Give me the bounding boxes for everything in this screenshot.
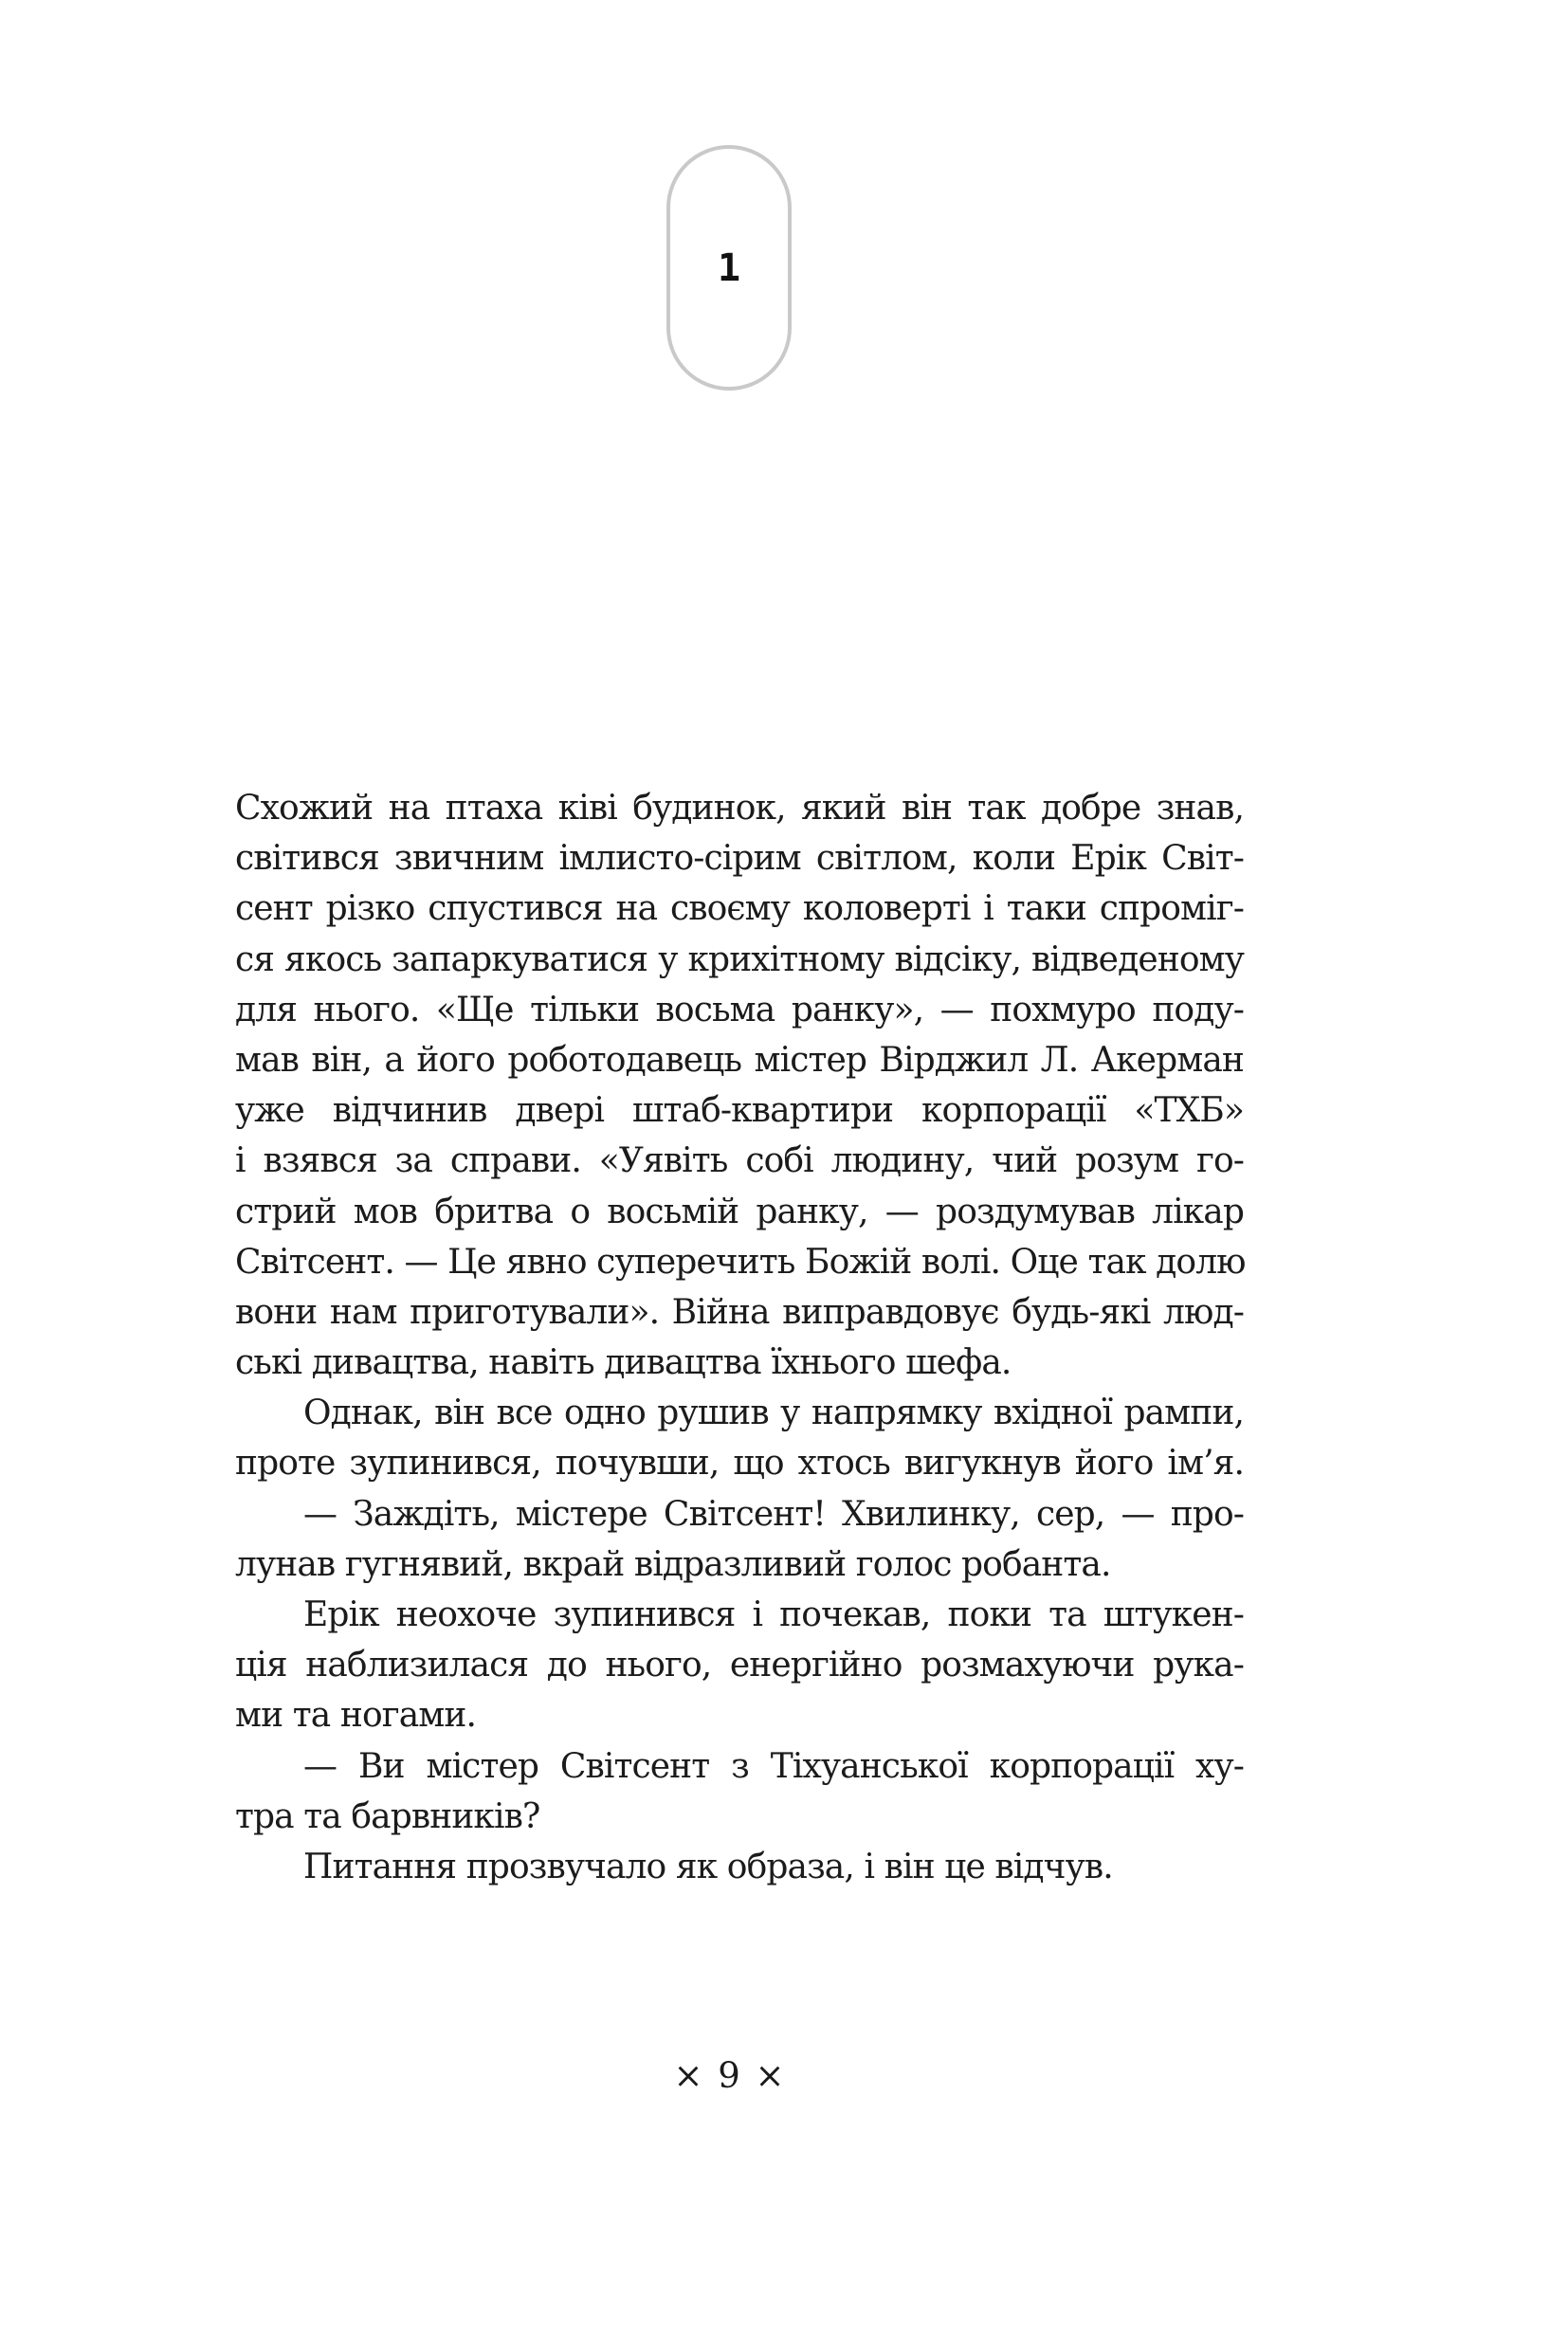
text-line — [235, 884, 1244, 934]
text-line — [235, 1489, 1244, 1539]
text-line-content: сент різко спустився на своєму коловерті і таки спроміг- — [235, 889, 1244, 929]
text-line-content: уже відчинив двері штаб-квартири корпорації «ТХБ» — [235, 1091, 1244, 1131]
page-number: × 9 × — [673, 2055, 787, 2096]
text-line-content: Схожий на птаха ківі будинок, який він так добре знав, — [235, 789, 1244, 828]
text-line-content: для нього. «Ще тільки восьма ранку», — похмуро поду- — [235, 990, 1244, 1029]
text-line-content: тра та барвників? — [235, 1796, 540, 1836]
text-line-content: — Ви містер Світсент з Тіхуанської корпорації ху- — [303, 1746, 1244, 1786]
text-line — [235, 935, 1244, 985]
text-line-content: Світсент. — Це явно суперечить Божій волі. Оце так долю — [235, 1242, 1246, 1282]
chapter-number: 1 — [717, 246, 741, 290]
text-line — [235, 1590, 1244, 1640]
text-line — [235, 833, 1244, 884]
text-line-content: ми та ногами. — [235, 1696, 476, 1736]
text-line-content: вони нам приготували». Війна виправдовує будь-які люд- — [235, 1292, 1244, 1332]
text-line — [235, 1741, 1244, 1792]
text-line — [235, 1690, 1244, 1740]
text-line-content: Питання прозвучало як образа, і він це відчув. — [303, 1847, 1113, 1886]
text-line — [235, 1338, 1244, 1388]
text-line-content: ція наблизилася до нього, енергійно розмахуючи рука- — [235, 1646, 1244, 1685]
text-line — [235, 985, 1244, 1035]
text-line-content: мав він, а його роботодавець містер Вірджил Л. Акерман — [235, 1040, 1244, 1080]
text-line-content: ські дивацтва, навіть дивацтва їхнього шефа. — [235, 1343, 1012, 1383]
text-line-content: ся якось запаркуватися у крихітному відсіку, відведеному — [235, 939, 1244, 979]
text-line — [235, 1792, 1244, 1842]
text-line-content: проте зупинився, почувши, що хтось вигукнув його ім’я. — [235, 1444, 1244, 1484]
chapter-number-badge — [666, 145, 792, 391]
text-line — [235, 783, 1244, 833]
text-line — [235, 1388, 1244, 1438]
text-line-content: лунав гугнявий, вкрай відразливий голос робанта. — [235, 1544, 1111, 1584]
text-line — [235, 1237, 1244, 1287]
text-line — [235, 1085, 1244, 1136]
text-line-content: Однак, він все одно рушив у напрямку вхідної рампи, — [303, 1394, 1244, 1433]
text-line-content: — Заждіть, містере Світсент! Хвилинку, сер, — про- — [303, 1494, 1244, 1534]
text-line — [235, 1842, 1244, 1892]
text-line — [235, 1640, 1244, 1690]
text-line — [235, 1136, 1244, 1186]
text-line-content: світився звичним імлисто-сірим світлом, коли Ерік Світ- — [235, 839, 1244, 879]
text-line — [235, 1035, 1244, 1085]
text-line-content: Ерік неохоче зупинився і почекав, поки та штукен- — [303, 1595, 1244, 1634]
text-line-content: стрий мов бритва о восьмій ранку, — роздумував лікар — [235, 1192, 1244, 1231]
text-line — [235, 1187, 1244, 1237]
text-line — [235, 1438, 1244, 1488]
chapter-body-text — [235, 783, 1244, 1892]
text-line — [235, 1539, 1244, 1590]
text-line — [235, 1287, 1244, 1338]
text-line-content: і взявся за справи. «Уявіть собі людину, чий розум го- — [235, 1141, 1244, 1181]
